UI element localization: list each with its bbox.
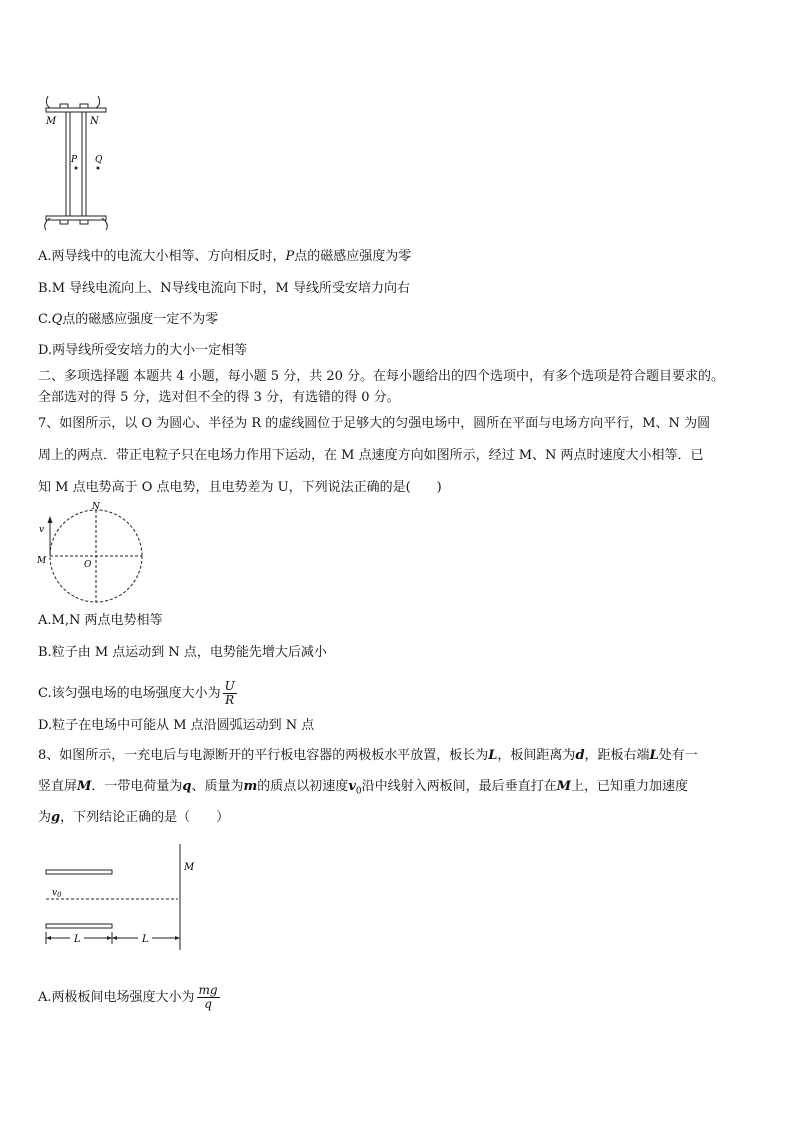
q8-line2: 竖直屏M．一带电荷量为q、质量为m的质点以初速度$v_0$沿中线射入两板间，最后垂直打在M上，已知重力加速度 (38, 779, 689, 797)
q7-option-c: C.该匀强电场的电场强度大小为 $\frac{U}{R}$ (38, 679, 235, 707)
q7-line3: 知 M 点电势高于 O 点电势，且电势差为 U，下列说法正确的是( ) (38, 480, 442, 495)
label-v0: $v_0$ (52, 888, 62, 899)
point-q (97, 167, 100, 170)
label-n: N (90, 116, 99, 127)
section2-line2: 全部选对的得 5 分，选对但不全的得 3 分，有选错的得 0 分。 (38, 390, 400, 405)
fraction-mg-over-q: $\frac{mg}{q}$ (198, 983, 218, 1011)
label-n: N (92, 502, 100, 512)
q7-line1: 7、如图所示，以 O 为圆心、半径为 R 的虚线圆位于足够大的匀强电场中，圆所在平面与电场方向平行，M、N 为圆 (38, 416, 711, 431)
q8-option-a: A.两极板间电场强度大小为 $\frac{mg}{q}$ (38, 983, 218, 1011)
q6-option-b: B.M 导线电流向上、N导线电流向下时，M 导线所受安培力向右 (38, 281, 410, 296)
circle-figure (34, 500, 154, 610)
q6-option-a: A.两导线中的电流大小相等、方向相反时，P点的磁感应强度为零 (38, 249, 412, 264)
label-m: M (37, 556, 47, 566)
q7-option-a: A.M,N 两点电势相等 (38, 613, 163, 628)
label-m: M (46, 116, 57, 127)
q8-line1: 8、如图所示，一充电后与电源断开的平行板电容器的两极板水平放置，板长为L，板间距离为d，距板右端L处有一 (38, 748, 698, 763)
point-p (75, 167, 78, 170)
q8-line3: 为g，下列结论正确的是（ ） (38, 810, 230, 825)
label-o: O (84, 560, 92, 570)
label-v: v (39, 525, 45, 535)
section2-line1: 二、多项选择题 本题共 4 小题，每小题 5 分，共 20 分。在每小题给出的四个选项中，有多个选项是符合题目要求的。 (38, 369, 725, 384)
wires-figure (36, 92, 116, 232)
q7-option-b: B.粒子由 M 点运动到 N 点，电势能先增大后减小 (38, 645, 327, 660)
q7-option-d: D.粒子在电场中可能从 M 点沿圆弧运动到 N 点 (38, 718, 315, 733)
label-p: P (71, 155, 78, 165)
fraction-u-over-r: $\frac{U}{R}$ (224, 679, 235, 707)
capacitor-figure (40, 844, 200, 954)
label-l1: L (74, 934, 81, 945)
q7-line2: 周上的两点．带正电粒子只在电场力作用下运动，在 M 点速度方向如图所示，经过 M、N 两点时速度大小相等．已 (38, 448, 704, 463)
q6-option-c: C.Q点的磁感应强度一定不为零 (38, 312, 219, 327)
label-m: M (184, 862, 195, 873)
q6-option-d: D.两导线所受安培力的大小一定相等 (38, 343, 248, 358)
label-l2: L (142, 934, 149, 945)
label-q: Q (95, 155, 103, 165)
